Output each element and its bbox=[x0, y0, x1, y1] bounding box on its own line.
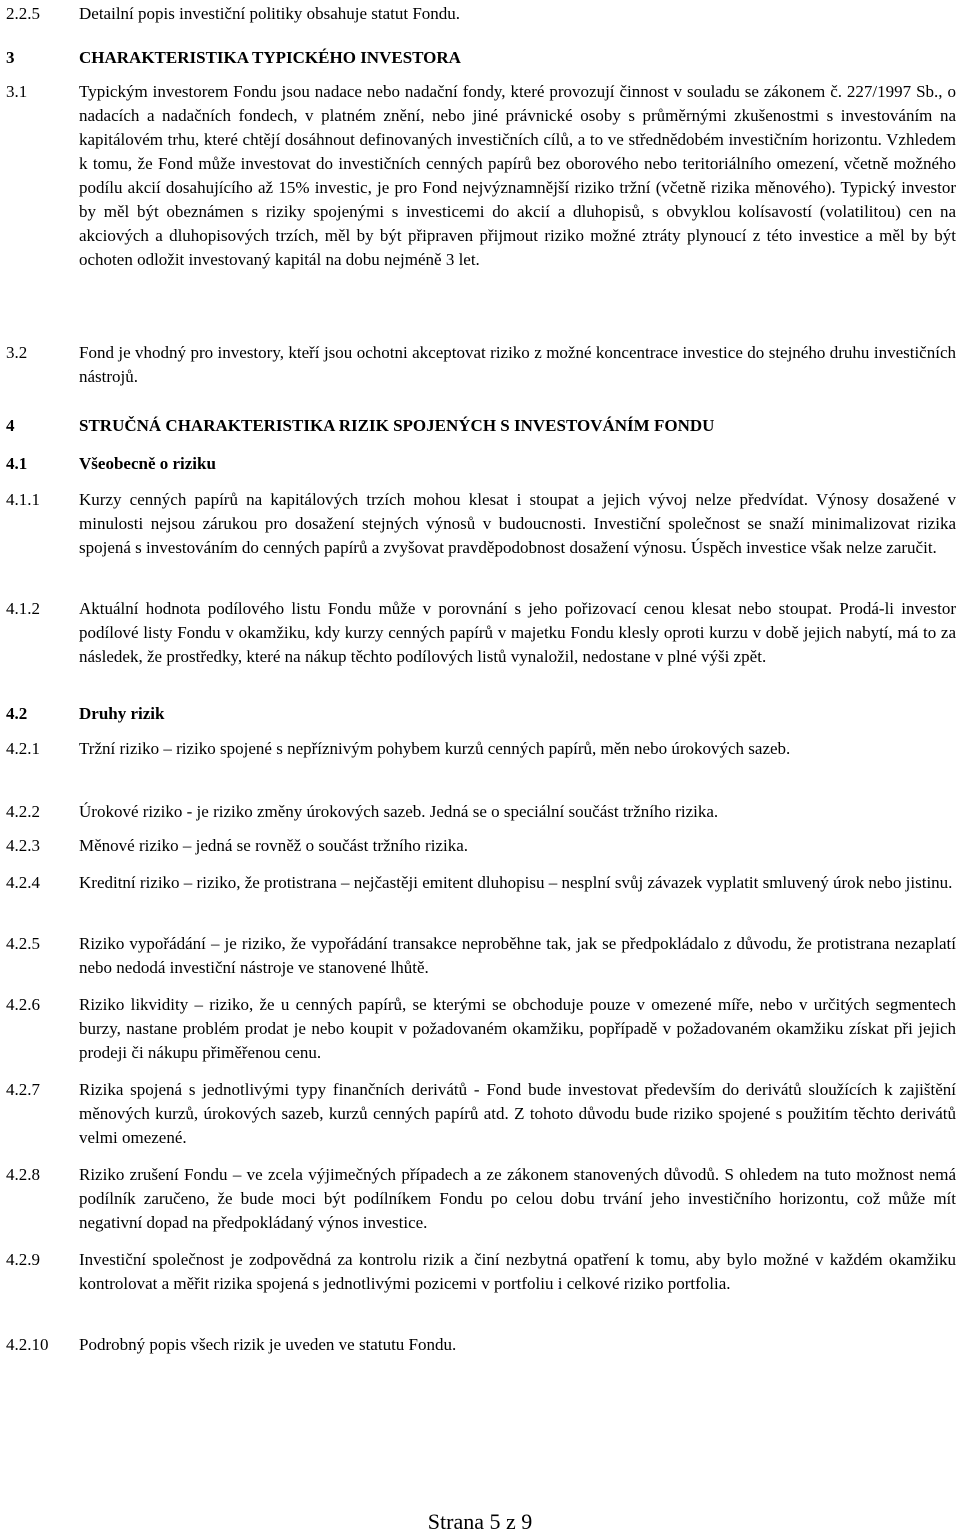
heading-text: Všeobecně o riziku bbox=[79, 454, 216, 473]
heading-3 bbox=[6, 46, 956, 70]
section-number: 4.2.4 bbox=[6, 873, 40, 892]
section-number: 4.1.2 bbox=[6, 599, 40, 618]
section-text: Aktuální hodnota podílového listu Fondu může v porovnání s jeho pořizovací cenou klesat nebo stoupat. Prodá-li investor podílové listy Fondu v okamžiku, kdy kurzy cenných papírů v majetku Fondu klesly oproti kurzu v době jejich nabytí, má to za následek, že prostředky, které na nákup těchto podílových listů vynaložil, nedostane v plné výši zpět. bbox=[79, 599, 956, 666]
section-number: 4.2.3 bbox=[6, 836, 40, 855]
section-number: 3.1 bbox=[6, 82, 28, 101]
section-number: 4.2.6 bbox=[6, 995, 40, 1014]
section-4-2-6 bbox=[6, 993, 956, 1065]
heading-number: 4 bbox=[6, 416, 15, 435]
section-4-2-10 bbox=[6, 1333, 956, 1357]
page-number: Strana 5 z 9 bbox=[427, 1509, 533, 1534]
section-text: Riziko vypořádání – je riziko, že vypořádání transakce neproběhne tak, jak se předpokládalo z důvodu, že protistrana nezaplatí nebo nedodá investiční nástroje ve stanovené lhůtě. bbox=[79, 934, 956, 977]
section-2-2-5 bbox=[6, 2, 956, 26]
section-3-1 bbox=[6, 80, 956, 272]
section-4-2-8 bbox=[6, 1163, 956, 1235]
section-4-2-5 bbox=[6, 932, 956, 980]
section-4-2-1 bbox=[6, 737, 956, 761]
section-text: Fond je vhodný pro investory, kteří jsou ochotni akceptovat riziko z možné koncentrace investice do stejného druhu investičních nástrojů. bbox=[79, 343, 956, 386]
section-number: 4.2.5 bbox=[6, 934, 40, 953]
section-text: Kreditní riziko – riziko, že protistrana – nejčastěji emitent dluhopisu – nesplní svůj závazek vyplatit smluvený úrok nebo jistinu. bbox=[79, 873, 953, 892]
section-text: Riziko zrušení Fondu – ve zcela výjimečných případech a ze zákonem stanovených důvodů. S ohledem na tuto možnost nemá podílník zaručeno, že bude moci být podílníkem Fondu po celou dobu trvání jeho investičního horizontu, což může mít negativní dopad na předpokládaný výnos investice. bbox=[79, 1165, 956, 1232]
heading-4 bbox=[6, 414, 956, 438]
heading-4-1 bbox=[6, 452, 956, 476]
section-4-1-1 bbox=[6, 488, 956, 560]
heading-4-2 bbox=[6, 702, 956, 726]
section-number: 4.2.10 bbox=[6, 1335, 49, 1354]
section-4-2-2 bbox=[6, 800, 956, 824]
section-text: Typickým investorem Fondu jsou nadace nebo nadační fondy, které provozují činnost v souladu se zákonem č. 227/1997 Sb., o nadacích a nadačních fondech, v platném znění, nebo jiné právnické osoby s průměrnými zkušenostmi s investováním na kapitálovém trhu, které chtějí dosáhnout definovaných investičních cílů, a to ve střednědobém investičním horizontu. Vzhledem k tomu, že Fond může investovat do investičních cenných papírů bez oborového nebo teritoriálního omezení, včetně možného podílu akcií dosahujícího až 15% investic, je pro Fond nejvýznamnější riziko tržní (včetně rizika měnového). Typický investor by měl být obeznámen s riziky spojenými s investicemi do akcií a dluhopisů, s obvyklou kolísavostí (volatilitou) cen na akciových a dluhopisových trzích, měl by být připraven přijmout riziko možné ztráty plynoucí z této investice a měl by být ochoten odložit investovaný kapitál na dobu nejméně 3 let. bbox=[79, 82, 956, 269]
heading-text: CHARAKTERISTIKA TYPICKÉHO INVESTORA bbox=[79, 48, 461, 67]
heading-text: STRUČNÁ CHARAKTERISTIKA RIZIK SPOJENÝCH S INVESTOVÁNÍM FONDU bbox=[79, 416, 715, 435]
heading-number: 4.2 bbox=[6, 704, 28, 723]
section-4-1-2 bbox=[6, 597, 956, 669]
section-number: 4.2.7 bbox=[6, 1080, 40, 1099]
heading-number: 4.1 bbox=[6, 454, 28, 473]
section-4-2-3 bbox=[6, 834, 956, 858]
section-text: Tržní riziko – riziko spojené s nepříznivým pohybem kurzů cenných papírů, měn nebo úrokových sazeb. bbox=[79, 739, 791, 758]
section-text: Rizika spojená s jednotlivými typy finančních derivátů - Fond bude investovat především do derivátů sloužících k zajištění měnových kurzů, úrokových sazeb, kurzů cenných papírů atd. Z tohoto důvodu bude riziko spojené s použitím těchto derivátů velmi omezené. bbox=[79, 1080, 956, 1147]
heading-text: Druhy rizik bbox=[79, 704, 165, 723]
section-number: 4.2.9 bbox=[6, 1250, 40, 1269]
heading-number: 3 bbox=[6, 48, 15, 67]
section-text: Investiční společnost je zodpovědná za kontrolu rizik a činí nezbytná opatření k tomu, aby bylo možné v každém okamžiku kontrolovat a měřit rizika spojená s jednotlivými pozicemi v portfoliu i celkové riziko portfolia. bbox=[79, 1250, 956, 1293]
section-text: Kurzy cenných papírů na kapitálových trzích mohou klesat i stoupat a jejich vývoj nelze předvídat. Výnosy dosažené v minulosti nejsou zárukou pro dosažení stejných výnosů v budoucnosti. Investiční společnost se snaží minimalizovat rizika spojená s investováním do cenných papírů a zvyšovat pravděpodobnost dosažení výnosu. Úspěch investice však nelze zaručit. bbox=[79, 490, 956, 557]
section-4-2-4 bbox=[6, 871, 956, 895]
section-text: Detailní popis investiční politiky obsahuje statut Fondu. bbox=[79, 4, 461, 23]
section-number: 4.2.8 bbox=[6, 1165, 40, 1184]
section-text: Úrokové riziko - je riziko změny úrokových sazeb. Jedná se o speciální součást tržního rizika. bbox=[79, 802, 719, 821]
section-4-2-9 bbox=[6, 1248, 956, 1296]
section-number: 4.2.1 bbox=[6, 739, 40, 758]
section-text: Podrobný popis všech rizik je uveden ve statutu Fondu. bbox=[79, 1335, 457, 1354]
section-3-2 bbox=[6, 341, 956, 389]
section-number: 4.2.2 bbox=[6, 802, 40, 821]
section-number: 4.1.1 bbox=[6, 490, 40, 509]
section-number: 3.2 bbox=[6, 343, 28, 362]
section-text: Riziko likvidity – riziko, že u cenných papírů, se kterými se obchoduje pouze v omezené míře, nebo v určitých segmentech burzy, nastane problém prodat je nebo koupit v požadovaném okamžiku, popřípadě v požadovaném okamžiku získat při jejich prodeji či nákupu přiměřenou cenu. bbox=[79, 995, 956, 1062]
section-text: Měnové riziko – jedná se rovněž o součást tržního rizika. bbox=[79, 836, 468, 855]
section-number: 2.2.5 bbox=[6, 4, 40, 23]
section-4-2-7 bbox=[6, 1078, 956, 1150]
